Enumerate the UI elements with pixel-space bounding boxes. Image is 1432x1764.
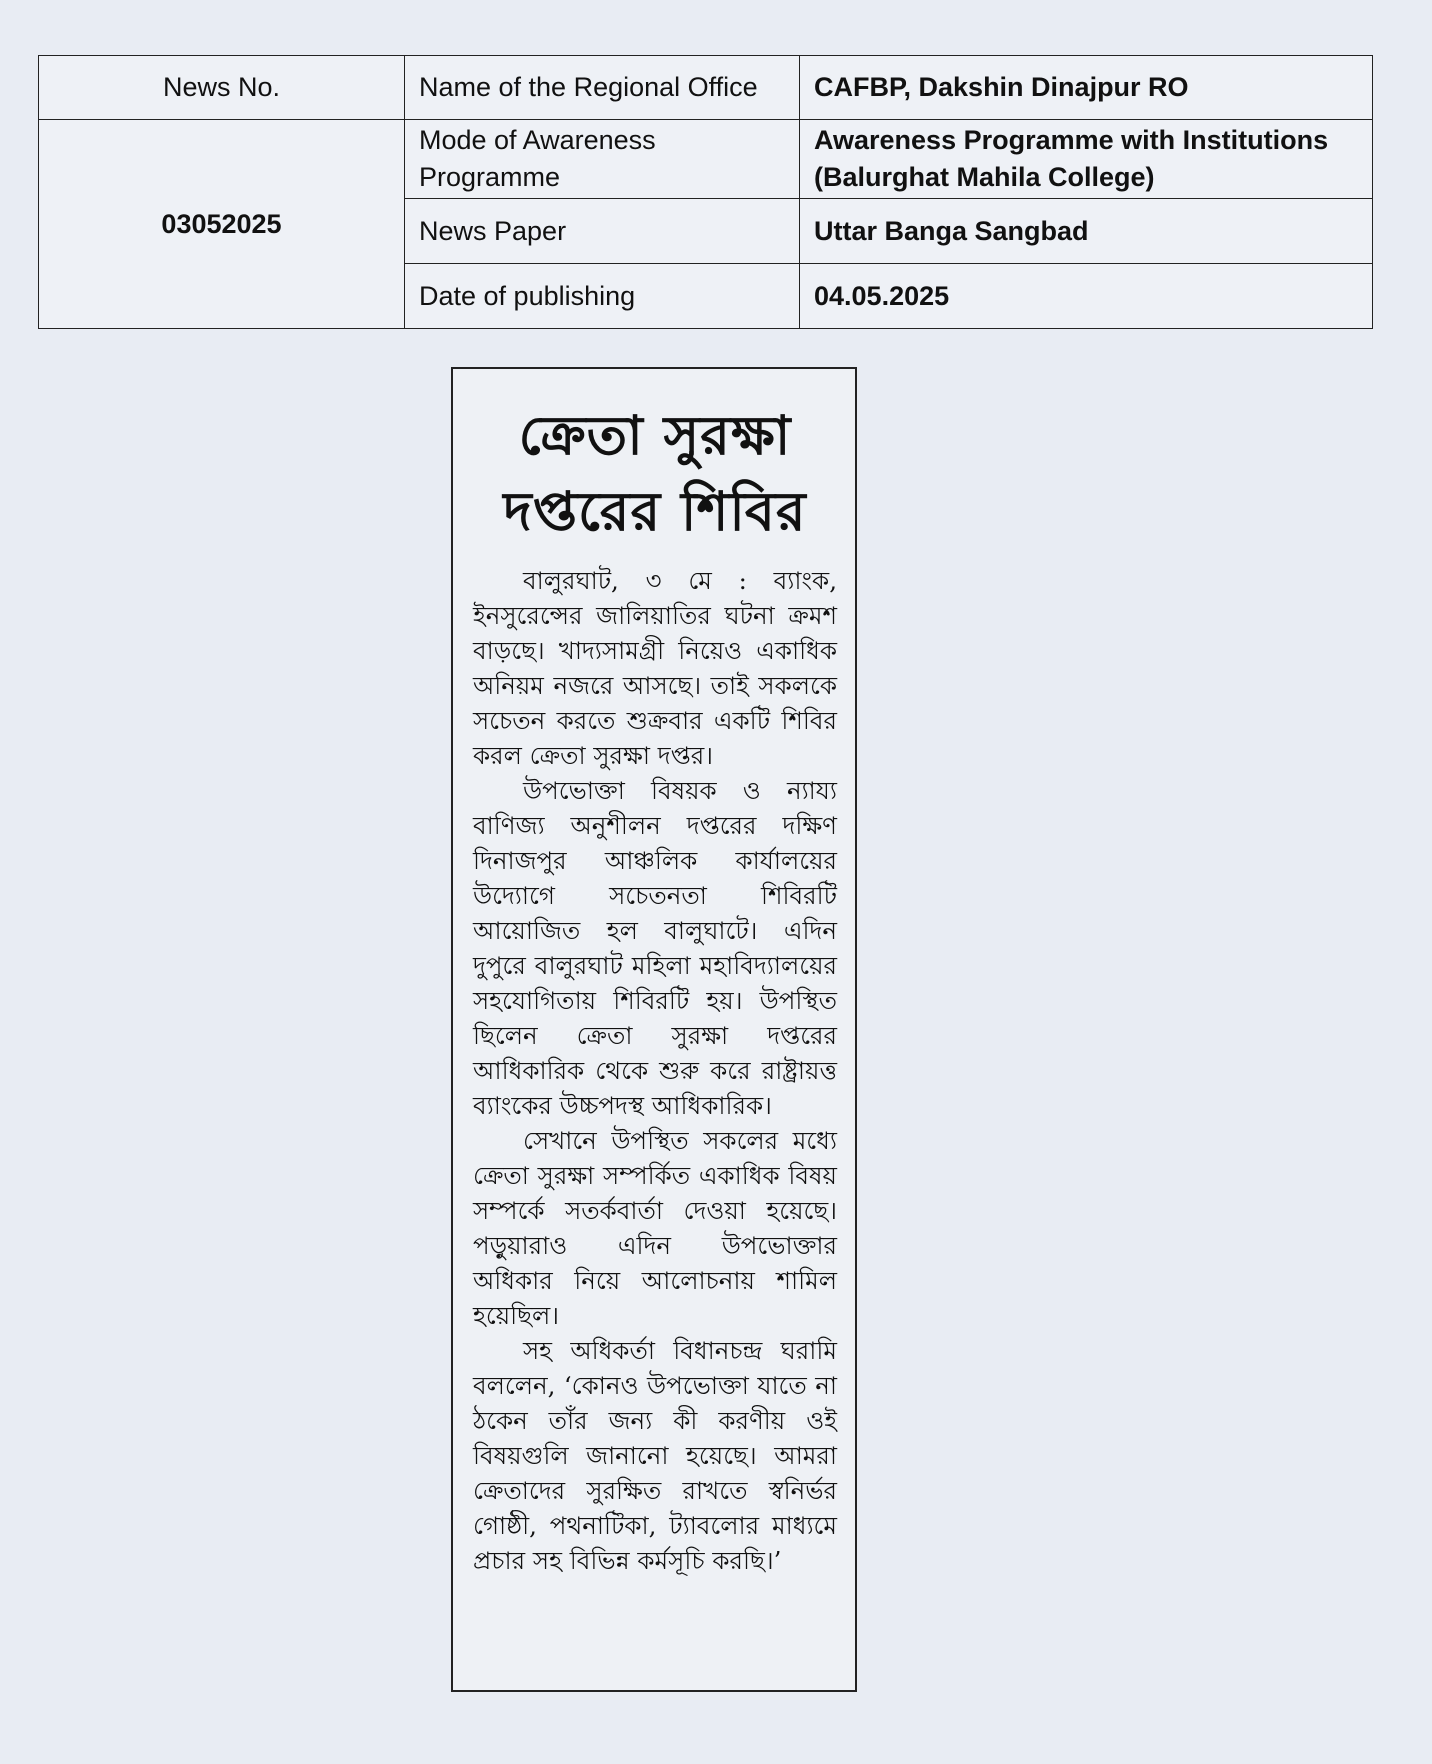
- article-paragraph: সহ অধিকর্তা বিধানচন্দ্র ঘরামি বললেন, ‘কোনও উপভোক্তা যাতে না ঠকেন তাঁর জন্য কী করণীয় ওই বিষয়গুলি জানানো হয়েছে। আমরা ক্রেতাদের সুরক্ষিত রাখতে স্বনির্ভর গোষ্ঠী, পথনাটিকা, ট্যাবলোর মাধ্যমে প্রচার সহ বিভিন্ন কর্মসূচি করছি।’: [473, 1336, 837, 1575]
- news-info-table: [38, 55, 1373, 329]
- news-no-label: News No.: [39, 56, 405, 120]
- newspaper-clipping: [451, 367, 857, 1692]
- awareness-mode-value: Awareness Programme with Institutions (Balurghat Mahila College): [800, 120, 1373, 199]
- publish-date-label: Date of publishing: [405, 264, 800, 329]
- article-headline: [473, 397, 837, 549]
- awareness-mode-label: Mode of Awareness Programme: [405, 120, 800, 199]
- article-paragraph: বালুরঘাট, ৩ মে : ব্যাংক, ইনসুরেন্সের জালিয়াতির ঘটনা ক্রমশ বাড়ছে। খাদ্যসামগ্রী নিয়েও একাধিক অনিয়ম নজরে আসছে। তাই সকলকে সচেতন করতে শুক্রবার একটি শিবির করল ক্রেতা সুরক্ষা দপ্তর।: [473, 566, 837, 770]
- article-paragraph: উপভোক্তা বিষয়ক ও ন্যায্য বাণিজ্য অনুশীলন দপ্তরের দক্ষিণ দিনাজপুর আঞ্চলিক কার্যালয়ের উদ্যোগে সচেতনতা শিবিরটি আয়োজিত হল বালুঘাটে। এদিন দুপুরে বালুরঘাট মহিলা মহাবিদ্যালয়ের সহযোগিতায় শিবিরটি হয়। উপস্থিত ছিলেন ক্রেতা সুরক্ষা দপ্তরের আধিকারিক থেকে শুরু করে রাষ্ট্রায়ত্ত ব্যাংকের উচ্চপদস্থ আধিকারিক।: [473, 776, 837, 1120]
- article-paragraph: সেখানে উপস্থিত সকলের মধ্যে ক্রেতা সুরক্ষা সম্পর্কিত একাধিক বিষয় সম্পর্কে সতর্কবার্তা দেওয়া হয়েছে। পড়ুয়ারাও এদিন উপভোক্তার অধিকার নিয়ে আলোচনায় শামিল হয়েছিল।: [473, 1126, 837, 1330]
- publish-date-value: 04.05.2025: [800, 264, 1373, 329]
- regional-office-label: Name of the Regional Office: [405, 56, 800, 120]
- headline-line-1: ক্রেতা সুরক্ষা: [518, 403, 792, 467]
- newspaper-label: News Paper: [405, 199, 800, 264]
- newspaper-value: Uttar Banga Sangbad: [800, 199, 1373, 264]
- headline-line-2: দপ্তরের শিবির: [503, 479, 807, 543]
- regional-office-value: CAFBP, Dakshin Dinajpur RO: [800, 56, 1373, 120]
- news-no-value: 03052025: [39, 120, 405, 329]
